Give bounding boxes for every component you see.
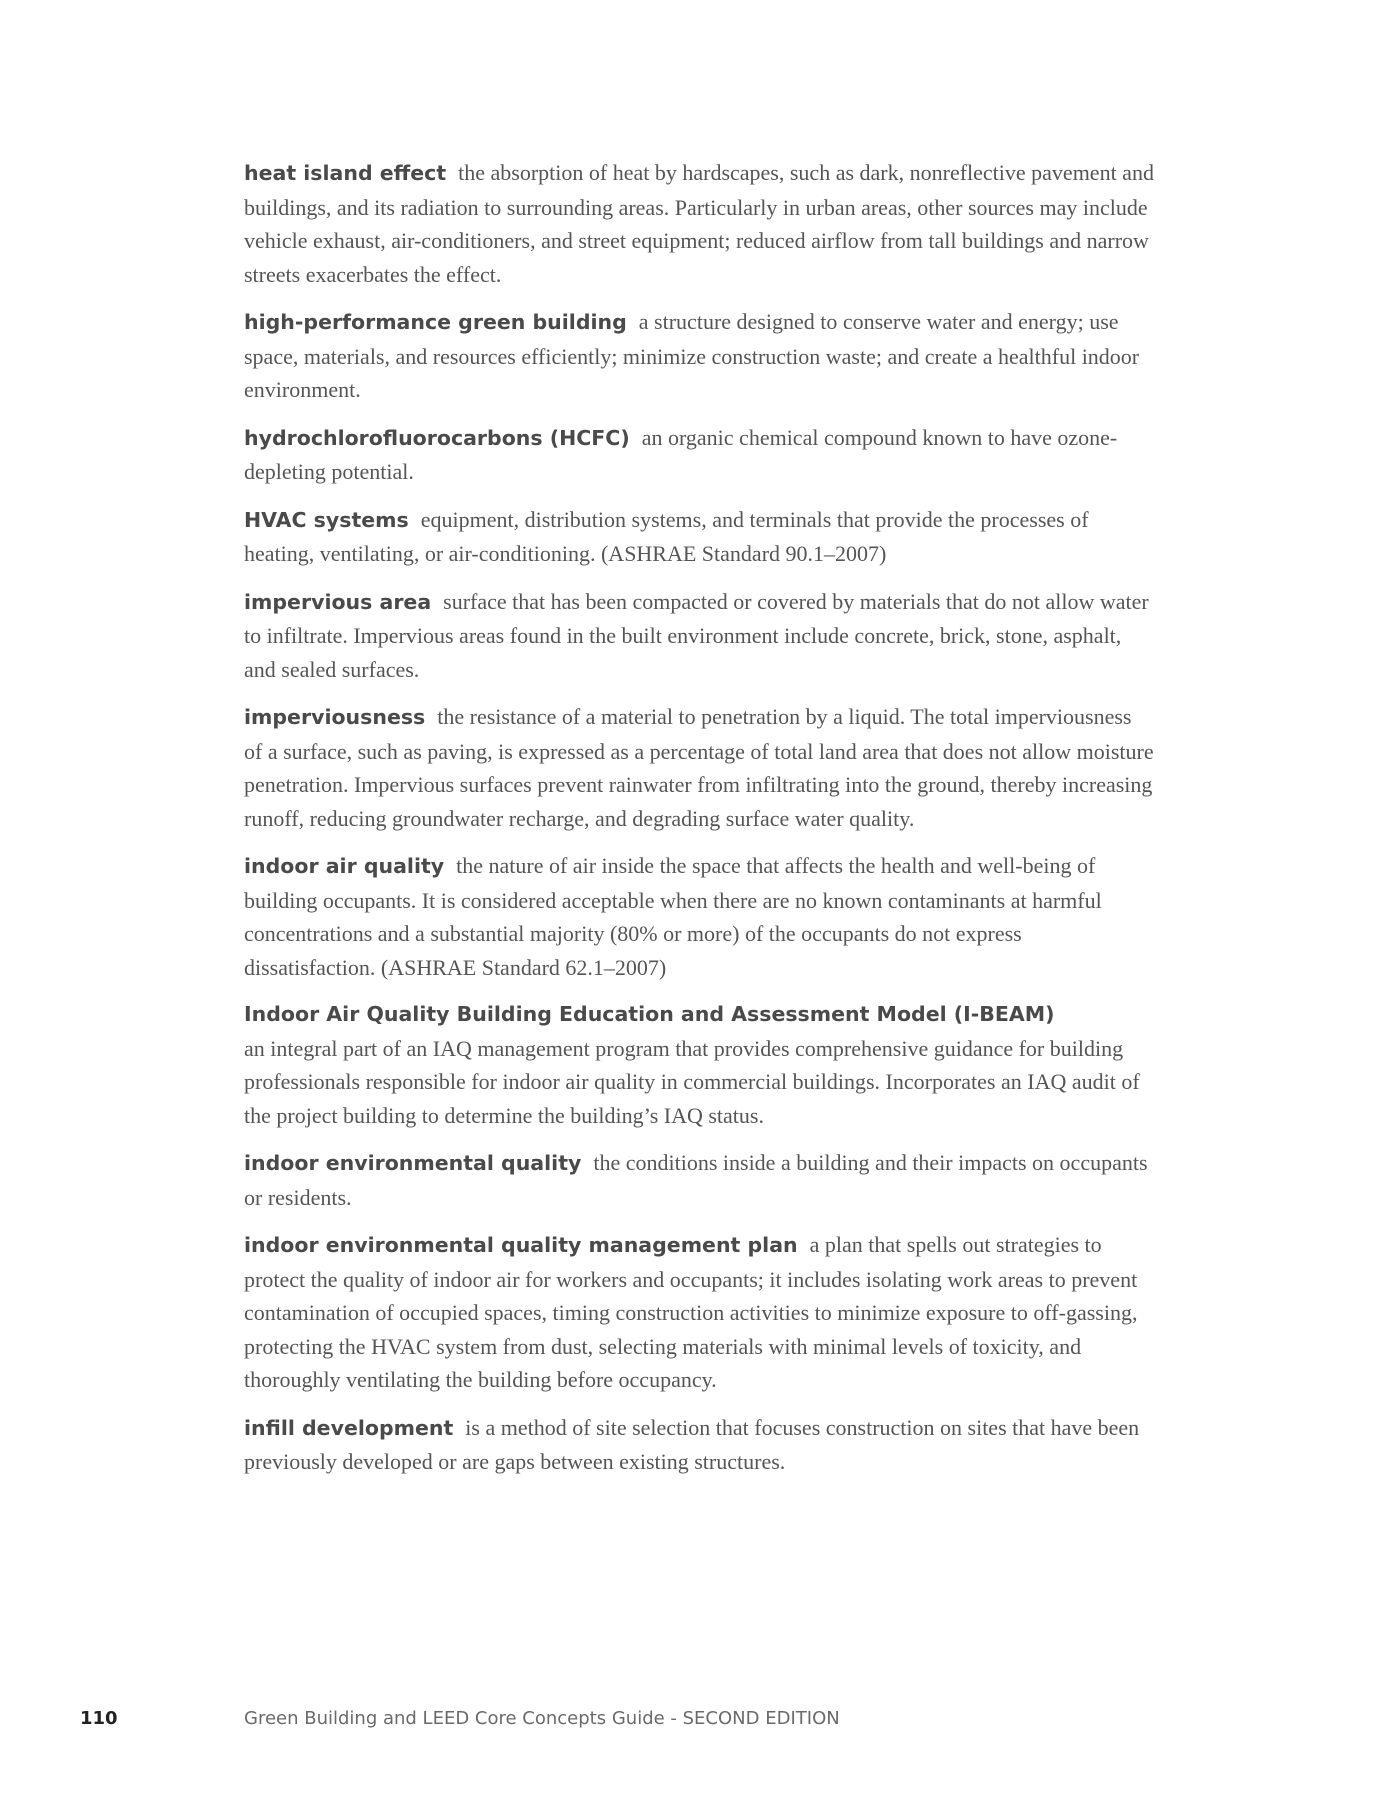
glossary-term: impervious area: [244, 589, 432, 614]
glossary-term: imperviousness: [244, 705, 426, 729]
glossary-definition: surface that has been compacted or covered by materials that do not allow water to infiltrate. Impervious areas found in the built environment include concrete, brick, stone, asphalt, and sealed surfaces.: [244, 588, 1149, 682]
page-number: 110: [80, 1708, 118, 1729]
glossary-term: hydrochlorofluorocarbons (HCFC): [244, 425, 630, 450]
glossary-definition: equipment, distribution systems, and terminals that provide the processes of heating, ventilating, or air-conditioning. (ASHRAE Standard 90.1–2007): [244, 506, 1089, 566]
glossary-definition: a plan that spells out strategies to protect the quality of indoor air for workers and occupants; it includes isolating work areas to prevent contamination of occupied spaces, timing construction activities to minimize exposure to off-gassing, protecting the HVAC system from dust, selecting materials with minimal levels of toxicity, and thoroughly ventilating the building before occupancy.: [244, 1232, 1138, 1392]
glossary-term: Indoor Air Quality Building Education and Assessment Model (I-BEAM): [244, 1002, 1055, 1026]
glossary-entry-indoor-environmental-quality: [244, 1146, 1154, 1214]
glossary-entry-impervious-area: [244, 585, 1154, 687]
glossary-entry-hcfc: [244, 421, 1154, 489]
glossary-entry-i-beam: [244, 998, 1154, 1132]
glossary-entry-ieq-management-plan: [244, 1228, 1154, 1397]
glossary-entry-high-performance-green-building: [244, 305, 1154, 407]
glossary-definition: the conditions inside a building and their impacts on occupants or residents.: [244, 1150, 1148, 1210]
glossary-entry-hvac-systems: [244, 503, 1154, 571]
glossary-definition: the absorption of heat by hardscapes, such as dark, nonreflective pavement and buildings, and its radiation to surrounding areas. Particularly in urban areas, other sources may include vehicle exhaust, air-conditioners, and street equipment; reduced airflow from tall buildings and narrow streets exacerbates the effect.: [244, 160, 1154, 287]
glossary-definition: is a method of site selection that focuses construction on sites that have been previously developed or are gaps between existing structures.: [244, 1414, 1140, 1474]
glossary-term: high-performance green building: [244, 310, 627, 334]
glossary-term: HVAC systems: [244, 507, 409, 532]
glossary-definition: an integral part of an IAQ management program that provides comprehensive guidance for building professionals responsible for indoor air quality in commercial buildings. Incorporates an IAQ audit of the project building to determine the building’s IAQ status.: [244, 1035, 1140, 1128]
glossary-entry-heat-island-effect: [244, 156, 1154, 291]
glossary-term: indoor air quality: [244, 854, 445, 878]
glossary-term: indoor environmental quality management plan: [244, 1233, 798, 1257]
glossary-term: indoor environmental quality: [244, 1151, 582, 1175]
glossary-list: [244, 156, 1154, 1493]
glossary-term: infill development: [244, 1415, 454, 1440]
running-footer-title: Green Building and LEED Core Concepts Guide - SECOND EDITION: [244, 1708, 840, 1729]
glossary-entry-infill-development: [244, 1411, 1154, 1479]
glossary-entry-imperviousness: [244, 700, 1154, 835]
glossary-definition: the nature of air inside the space that affects the health and well-being of building occupants. It is considered acceptable when there are no known contaminants at harmful concentrations and a substantial majority (80% or more) of the occupants do not express dissatisfaction. (ASHRAE Standard 62.1–2007): [244, 853, 1102, 980]
glossary-definition: the resistance of a material to penetration by a liquid. The total imperviousness of a surface, such as paving, is expressed as a percentage of total land area that does not allow moisture penetration. Impervious surfaces prevent rainwater from infiltrating into the ground, thereby increasing runoff, reducing groundwater recharge, and degrading surface water quality.: [244, 704, 1154, 831]
glossary-definition: a structure designed to conserve water and energy; use space, materials, and resources efficiently; minimize construction waste; and create a healthful indoor environment.: [244, 309, 1140, 402]
glossary-definition: an organic chemical compound known to have ozone-depleting potential.: [244, 424, 1118, 484]
glossary-entry-indoor-air-quality: [244, 849, 1154, 984]
glossary-term: heat island effect: [244, 161, 447, 185]
